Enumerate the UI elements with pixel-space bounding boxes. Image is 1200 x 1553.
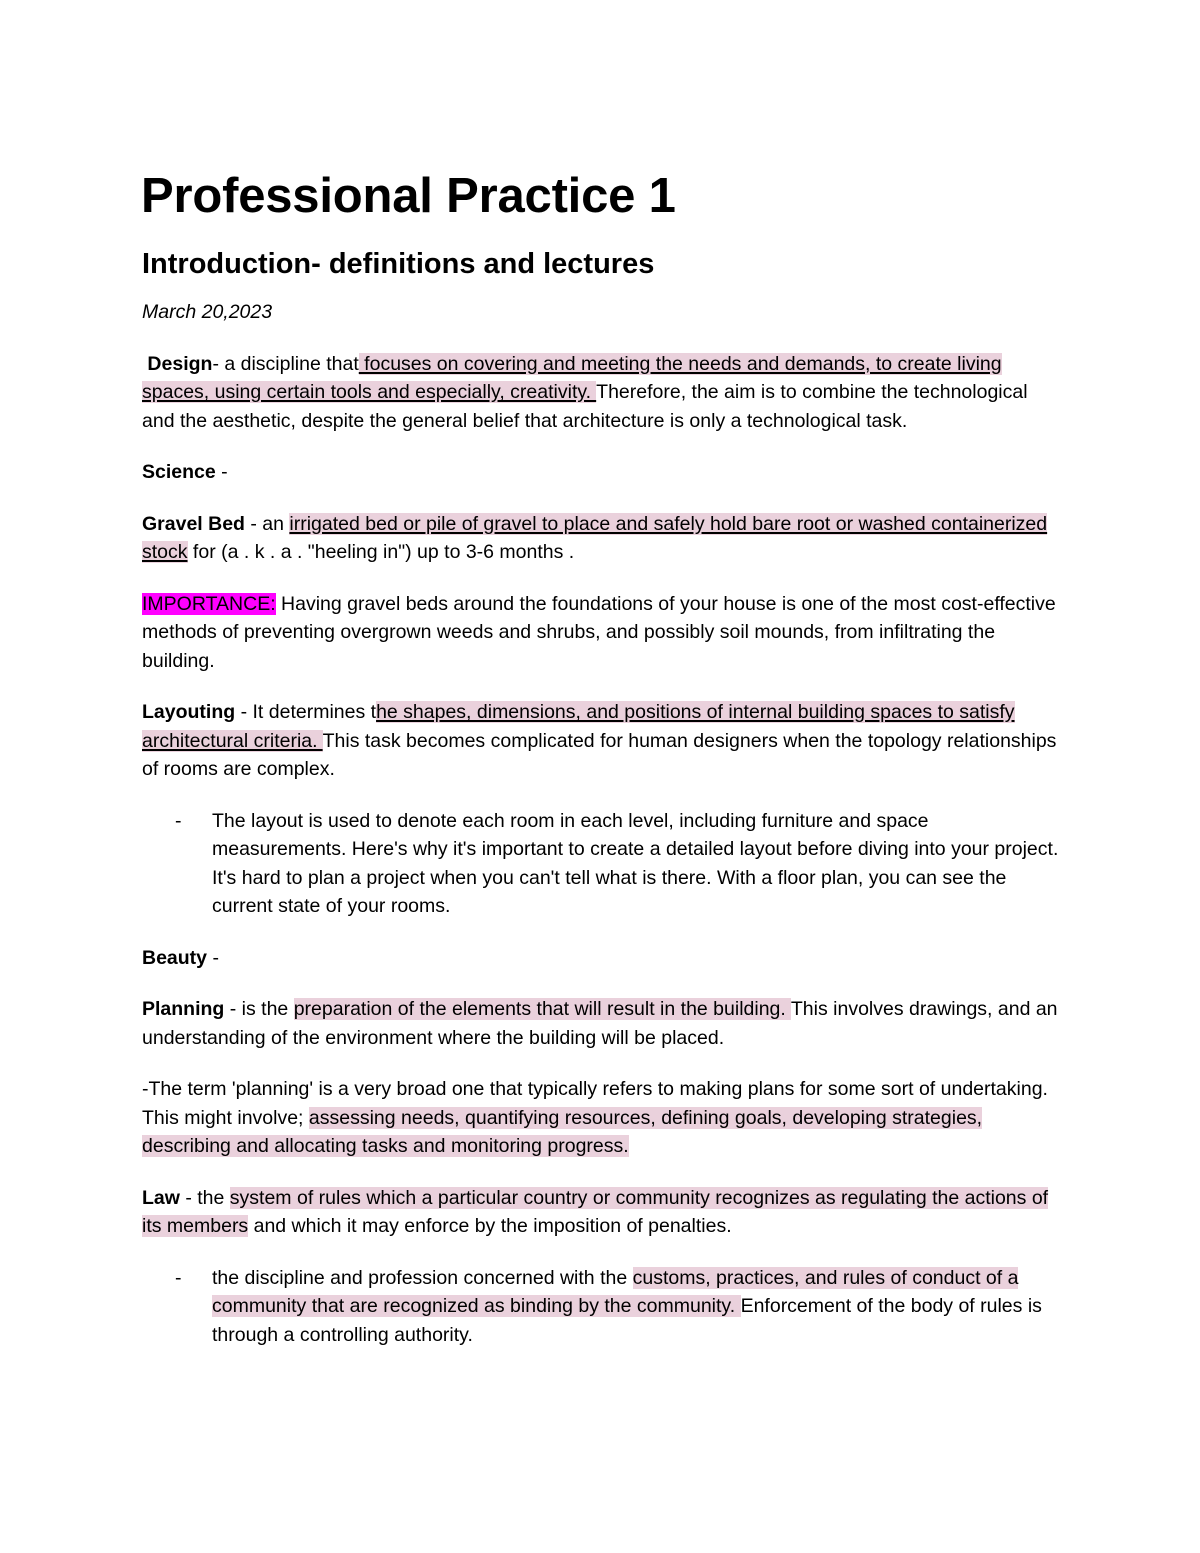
paragraph-science <box>142 458 1062 487</box>
science-dash: - <box>215 461 228 483</box>
paragraph-beauty <box>142 944 1062 973</box>
planning2-pre: -The term 'planning' is a very broad one that typically refers to making plans for some sort of undertaking. This might involve; <box>142 1078 1048 1129</box>
planning-rest: This involves drawings, and an understanding of the environment where the building will be placed. <box>142 998 1058 1049</box>
design-highlight: focuses on covering and meeting the needs and demands, to create living spaces, using certain tools and especially, creativity. <box>142 352 1002 403</box>
law-bullet-pre: the discipline and profession concerned with the <box>212 1266 633 1289</box>
design-dash: - a discipline that <box>212 352 359 375</box>
term-layouting: Layouting <box>142 701 236 723</box>
planning-highlight: preparation of the elements that will result in the building. <box>293 998 791 1020</box>
paragraph-design <box>142 350 1062 436</box>
layouting-dash: - It determines t <box>235 701 377 723</box>
importance-label: IMPORTANCE: <box>142 592 276 615</box>
document-title: Professional Practice 1 <box>141 169 676 223</box>
paragraph-planning <box>142 995 1062 1052</box>
law-dash: - the <box>179 1186 230 1209</box>
planning-dash: - is the <box>224 998 294 1020</box>
gravel-dash: - an <box>244 512 290 535</box>
beauty-dash: - <box>207 946 219 969</box>
bullet-dash: - <box>175 1266 182 1289</box>
paragraph-layouting <box>142 698 1062 784</box>
layouting-highlight: he shapes, dimensions, and positions of internal building spaces to satisfy architectural criteria. <box>142 701 1015 752</box>
law-rest: and which it may enforce by the imposition of penalties. <box>248 1215 732 1237</box>
law-bullet-highlight: customs, practices, and rules of conduct of a community that are recognized as binding by the community. <box>212 1266 1019 1317</box>
list-item-law <box>142 1264 1062 1350</box>
importance-rest: Having gravel beds around the foundations of your house is one of the most cost-effective methods of preventing overgrown weeds and shrubs, and possibly soil mounds, from infiltrating the building. <box>142 592 1056 672</box>
layout-bullet-text: The layout is used to denote each room in each level, including furniture and space measurements. Here's why it's important to create a detailed layout before diving into your project. It's hard to plan a project when you can't tell what is there. With a floor plan, you can see the current state of your rooms. <box>212 809 1059 917</box>
term-law: Law <box>142 1186 180 1209</box>
document-subtitle: Introduction- definitions and lectures <box>142 248 655 280</box>
document-page <box>142 160 1062 1372</box>
layouting-rest: This task becomes complicated for human designers when the topology relationships of rooms are complex. <box>142 729 1057 780</box>
bullet-dash: - <box>175 809 182 832</box>
gravel-highlight: irrigated bed or pile of gravel to place and safely hold bare root or washed containerized stock <box>142 512 1048 563</box>
document-date: March 20,2023 <box>142 301 273 323</box>
paragraph-importance <box>142 590 1062 676</box>
term-science: Science <box>142 461 216 483</box>
paragraph-planning-term <box>142 1075 1062 1161</box>
law-bullet-rest: Enforcement of the body of rules is through a controlling authority. <box>212 1295 1042 1346</box>
list-item-layout <box>142 807 1062 921</box>
term-beauty: Beauty <box>142 946 208 969</box>
term-design: Design <box>147 352 213 375</box>
design-rest: Therefore, the aim is to combine the technological and the aesthetic, despite the general belief that architecture is only a technological task. <box>142 381 1028 432</box>
planning2-highlight: assessing needs, quantifying resources, defining goals, developing strategies, describing and allocating tasks and monitoring progress. <box>142 1106 983 1157</box>
law-highlight: system of rules which a particular country or community recognizes as regulating the actions of its members <box>142 1186 1049 1237</box>
term-planning: Planning <box>142 998 225 1020</box>
paragraph-gravel-bed <box>142 510 1062 567</box>
gravel-rest: for (a . k . a . "heeling in") up to 3-6 months . <box>187 541 575 563</box>
paragraph-law <box>142 1184 1062 1241</box>
term-gravel-bed: Gravel Bed <box>142 512 245 535</box>
